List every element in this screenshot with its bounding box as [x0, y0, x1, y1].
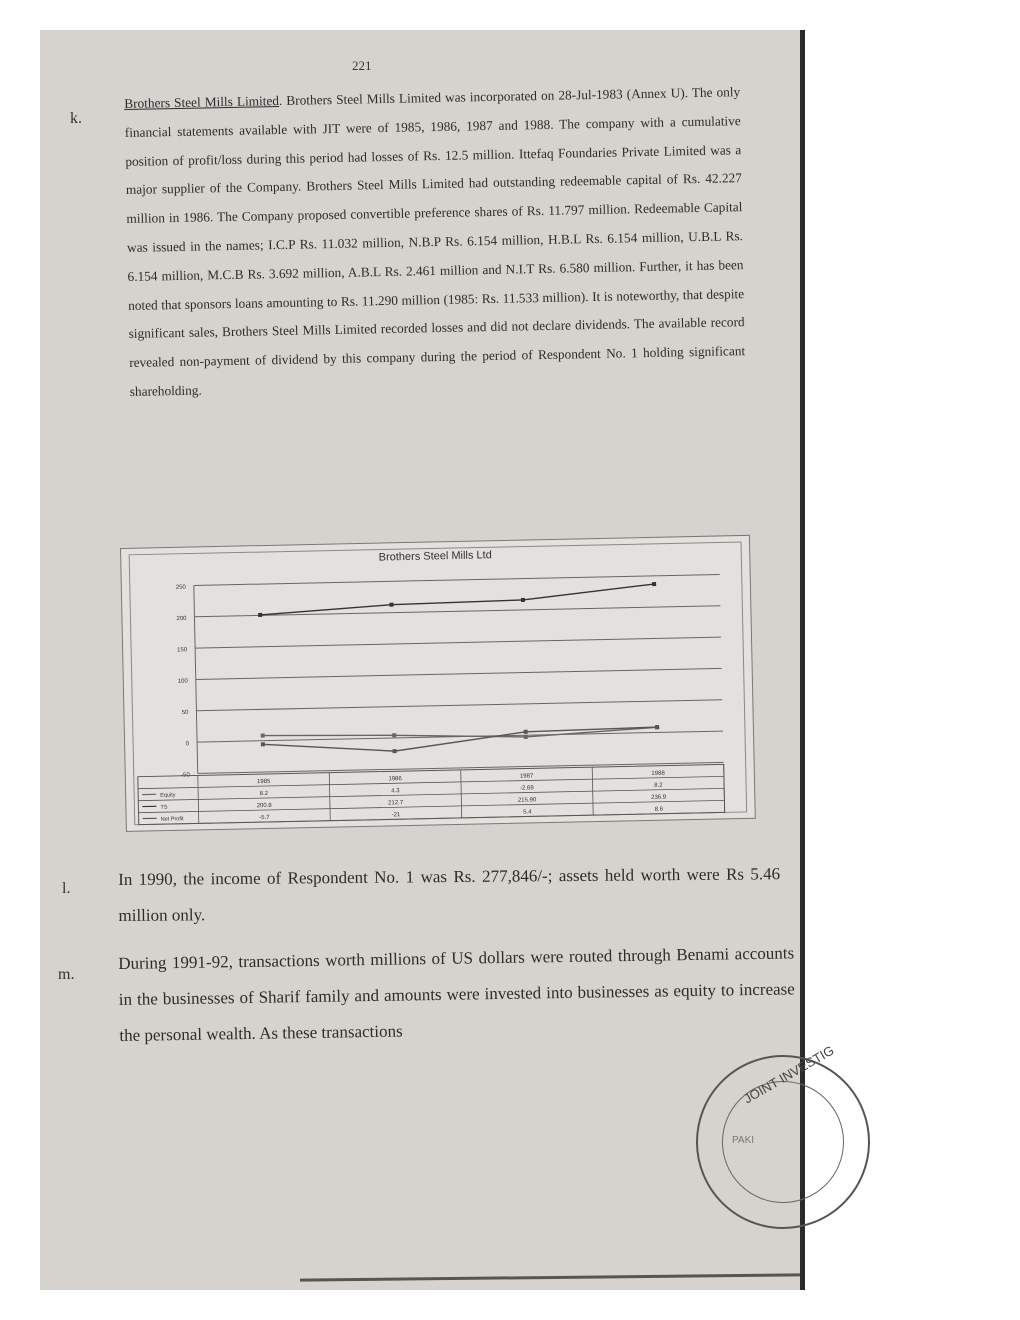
data-value-label: 8.2 [654, 782, 663, 789]
y-tick-label: 50 [181, 709, 189, 717]
data-value-label: 200.8 [256, 802, 272, 810]
data-point [258, 613, 262, 617]
series-line [260, 584, 655, 615]
y-tick-label: -50 [181, 772, 190, 779]
data-table-row-line [138, 788, 724, 800]
data-value-label: 215.90 [517, 797, 537, 804]
data-point [261, 742, 265, 746]
paragraph-l: In 1990, the income of Respondent No. 1 was Rs. 277,846/-; assets held worth were Rs 5.46 million only. [118, 864, 781, 925]
data-point [521, 598, 525, 602]
chart-title: Brothers Steel Mills Ltd [378, 549, 492, 564]
y-tick-label: 200 [176, 615, 187, 623]
chart-svg [121, 536, 755, 831]
data-table-row-line [139, 800, 725, 812]
legend-entry: TS [160, 804, 168, 811]
paragraph-k-body: . Brothers Steel Mills Limited was incorporated on 28-Jul-1983 (Annex U). The only financial statements available with JIT were of 1985, 1986, 1987 and 1988. The company with a cumulative position of profit/loss during this period had losses of Rs. 12.5 million. Ittefaq Foundaries Private Limited was a major supplier of the Company. Brothers Steel Mills Limited had outstanding redeemable capital of Rs. 42.227 million in 1986. The Company proposed convertible preference shares of Rs. 11.797 million. Redeemable Capital was issued in the names; I.C.P Rs. 11.032 million, N.B.P Rs. 6.154 million, H.B.L Rs. 6.154 million, U.B.L Rs. 6.154 million, M.C.B Rs. 3.692 million, A.B.L Rs. 2.461 million and N.I.T Rs. 6.580 million. Further, it has been noted that sponsors loans amounting to Rs. 11.290 million (1985: Rs. 11.533 million). It is noteworthy, that despite significant sales, Brothers Steel Mills Limited recorded losses and did not declare dividends. The available record revealed non-payment of dividend by this company during the period of Respondent No. 1 holding significant shareholding. [124, 84, 746, 399]
gridline [194, 606, 720, 617]
x-category-label: 1986 [388, 776, 402, 783]
paragraph-k [124, 78, 746, 407]
data-point [393, 749, 397, 753]
data-table-row-line [138, 776, 724, 788]
section-marker-k: k. [70, 110, 82, 127]
y-tick-label: 250 [175, 584, 186, 591]
legend-entry: Net Profit [160, 816, 184, 823]
chart-figure [120, 535, 756, 832]
x-category-label: 1987 [519, 773, 534, 780]
data-point [652, 582, 656, 586]
legend-entry: Equity [160, 792, 176, 799]
company-title: Brothers Steel Mills Limited [124, 93, 280, 111]
gridline [196, 668, 722, 679]
data-value-label: 212.7 [388, 800, 404, 807]
data-value-label: 236.9 [651, 794, 667, 801]
section-marker-l: l. [62, 880, 71, 897]
data-point [389, 603, 393, 607]
y-tick-label: 0 [185, 741, 190, 748]
section-marker-m: m. [58, 966, 75, 983]
data-point [524, 735, 528, 739]
data-table-col-line [592, 767, 593, 815]
official-stamp [696, 1042, 870, 1229]
x-category-label: 1985 [256, 778, 271, 786]
gridline [194, 574, 720, 585]
stamp-inner-text: PAKI [732, 1135, 755, 1146]
data-value-label: 8.2 [259, 790, 269, 798]
data-point [261, 734, 265, 738]
data-table-col-line [461, 770, 462, 818]
paragraph-m: During 1991-92, transactions worth millions of US dollars were routed through Benami accounts in the businesses of Sharif family and amounts were invested into businesses as equity to increase the personal wealth. As these transactions [118, 943, 795, 1045]
y-tick-label: 150 [177, 647, 188, 654]
data-value-label: 4.3 [391, 788, 400, 795]
data-value-label: 8.6 [654, 806, 664, 813]
data-value-label: -2.69 [519, 785, 534, 792]
data-table-col-line [329, 773, 330, 821]
data-table-col-line [724, 764, 725, 812]
data-table-col-line [198, 775, 199, 823]
data-value-label: -21 [391, 812, 401, 819]
y-tick-label: 100 [177, 678, 188, 685]
gridline [195, 637, 721, 648]
data-value-label: -5.7 [259, 814, 270, 822]
data-value-label: 5.4 [523, 809, 532, 816]
data-point [655, 725, 659, 729]
x-category-label: 1988 [651, 770, 665, 777]
data-point [524, 730, 528, 734]
page-number: 221 [352, 58, 372, 73]
stamp-text: JOINT INVESTIG [741, 1042, 837, 1107]
data-point [392, 733, 396, 737]
gridline [196, 700, 722, 711]
